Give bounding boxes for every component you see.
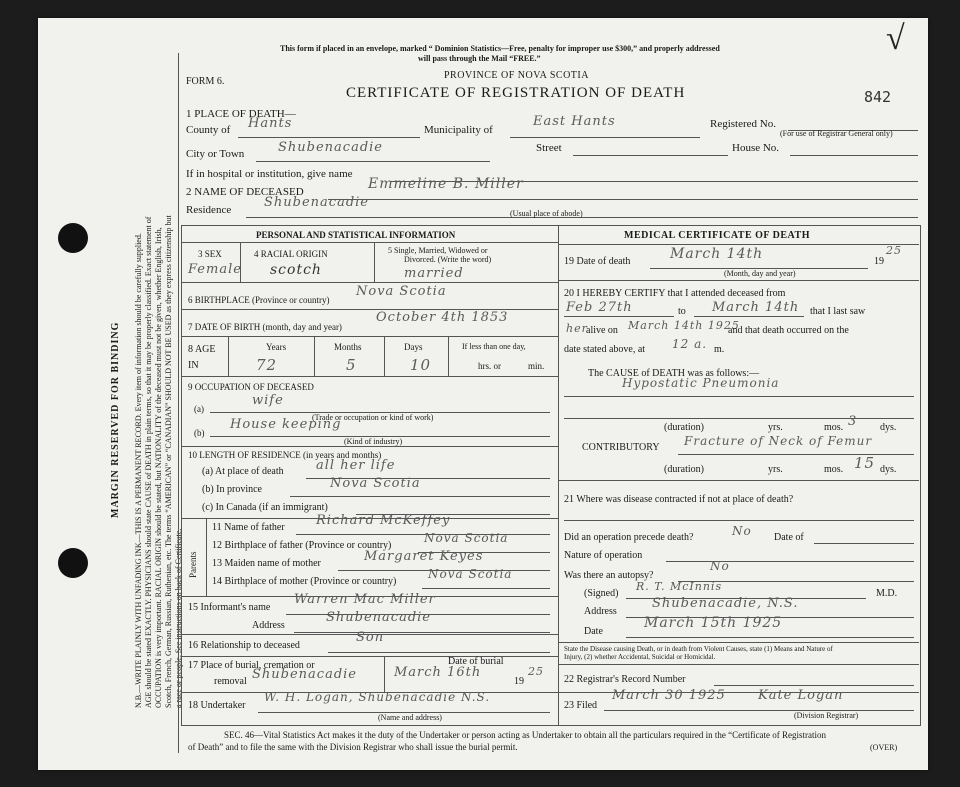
sex-value: Female: [188, 262, 242, 277]
filed-date-value: March 30 1925: [612, 688, 726, 703]
undertaker-value: W. H. Logan, Shubenacadie N.S.: [264, 690, 491, 704]
death-year-suffix: 25: [886, 244, 902, 257]
birthplace-label: 6 BIRTHPLACE (Province or country): [188, 295, 330, 305]
footer-over: (OVER): [870, 743, 898, 752]
father-name-value: Richard McKeffey: [316, 513, 451, 528]
doctor-date-label: Date: [584, 626, 603, 637]
margin-instruction-4: Scotch, French, German, Russian, Ruthenian, etc. The terms “AMERICAN” or “CANADIAN” SHOULD NOT BE USED as they express citizenship but: [164, 215, 173, 708]
days-value: 10: [410, 356, 432, 374]
city-value: Shubenacadie: [278, 140, 383, 155]
alive-on-value: March 14th 1925: [628, 319, 740, 332]
attended-to-value: March 14th: [712, 300, 800, 315]
months-label: Months: [334, 342, 362, 352]
form-number: FORM 6.: [186, 76, 225, 87]
registered-no-label: Registered No.: [710, 118, 776, 130]
notice-line-2: will pass through the Mail “FREE.”: [418, 54, 541, 63]
division-registrar-note: (Division Registrar): [794, 711, 859, 720]
residence-b-label: (b) In province: [202, 484, 262, 495]
time-m-label: m.: [714, 344, 725, 355]
margin-instruction-2: AGE should be stated EXACTLY. PHYSICIANS should state CAUSE of DEATH in plain terms, so that it may be properly classified. Exact statement of: [144, 216, 153, 708]
registrar-record-label: 22 Registrar's Record Number: [564, 674, 686, 685]
certificate-page: [38, 18, 928, 770]
burial-year-suffix: 25: [528, 665, 544, 678]
name-of-deceased-value: Emmeline B. Miller: [368, 176, 524, 192]
father-birthplace-value: Nova Scotia: [424, 531, 509, 545]
residence-a-label: (a) At place of death: [202, 466, 284, 477]
occupation-b-value: House keeping: [230, 417, 342, 432]
cause-mos-value: 3: [848, 414, 858, 429]
operation-date-label: Date of: [774, 532, 804, 543]
informant-address-label: Address: [252, 620, 285, 631]
occupation-a-marker: (a): [194, 404, 204, 414]
doctor-date-value: March 15th 1925: [644, 615, 783, 631]
doctor-address-label: Address: [584, 606, 617, 617]
margin-instruction-1: N.B.—WRITE PLAINLY WITH UNFADING INK—THIS IS A PERMANENT RECORD. Every item of information should be carefully supplied.: [134, 233, 143, 708]
municipality-value: East Hants: [533, 114, 616, 129]
min-label: min.: [528, 361, 545, 371]
certify-text: 20 I HEREBY CERTIFY that I attended deceased from: [564, 288, 786, 299]
violent-causes-note-2: Injury, (2) whether Accidental, Suicidal or Homicidal.: [564, 653, 716, 661]
undertaker-note: (Name and address): [378, 713, 442, 722]
burial-year-prefix: 19: [514, 676, 524, 687]
abode-note: (Usual place of abode): [510, 209, 583, 218]
contrib-mos-value: 15: [854, 454, 876, 472]
informant-value: Warren Mac Miller: [294, 592, 436, 607]
occupation-label: 9 OCCUPATION OF DECEASED: [188, 382, 314, 392]
filed-label: 23 Filed: [564, 700, 598, 711]
last-saw-text: that I last saw: [810, 306, 866, 317]
street-label: Street: [536, 142, 562, 154]
less-than-day-label: If less than one day,: [462, 342, 526, 351]
undertaker-label: 18 Undertaker: [188, 700, 246, 711]
city-label: City or Town: [186, 148, 245, 160]
cause-mos-label: mos.: [824, 422, 844, 433]
cause-label: The CAUSE of DEATH was as follows:—: [588, 368, 760, 379]
signed-label: (Signed): [584, 588, 619, 599]
autopsy-value: No: [710, 559, 730, 573]
footer-line-1: SEC. 46—Vital Statistics Act makes it the duty of the Undertaker or person acting as Undertaker to obtain all the particulars required in the “Certificate of Registration: [224, 730, 827, 740]
date-of-death-value: March 14th: [670, 246, 764, 262]
hospital-label: If in hospital or institution, give name: [186, 168, 353, 180]
residence-b-value: Nova Scotia: [330, 476, 421, 491]
margin-binding-label: MARGIN RESERVED FOR BINDING: [110, 321, 121, 518]
binding-hole-bottom: [58, 548, 88, 578]
length-of-residence-label: 10 LENGTH OF RESIDENCE (in years and months): [188, 450, 382, 460]
marital-label-1: 5 Single, Married, Widowed or: [388, 246, 488, 255]
doctor-address-value: Shubenacadie, N.S.: [652, 596, 799, 611]
dob-label: 7 DATE OF BIRTH (month, day and year): [188, 322, 342, 332]
signed-value: R. T. McInnis: [636, 580, 723, 593]
registrar-signature: Kate Logan: [758, 688, 844, 703]
racial-origin-value: scotch: [270, 262, 322, 278]
county-value: Hants: [248, 116, 293, 131]
parents-label: Parents: [188, 551, 198, 578]
contrib-dys-label: dys.: [880, 464, 897, 475]
municipality-label: Municipality of: [424, 124, 493, 136]
date-of-death-label: 19 Date of death: [564, 256, 631, 267]
name-of-deceased-label: 2 NAME OF DECEASED: [186, 186, 304, 198]
residence-label: Residence: [186, 204, 232, 216]
date-of-death-note: (Month, day and year): [724, 269, 796, 278]
margin-instruction-5: a race or people. See instructions on back of Certificate.: [174, 528, 183, 708]
operation-label: Did an operation precede death?: [564, 532, 694, 543]
her-value: her: [566, 322, 588, 335]
attended-from-value: Feb 27th: [566, 300, 633, 315]
place-of-death-heading: 1 PLACE OF DEATH—: [186, 108, 296, 120]
contrib-yrs-label: yrs.: [768, 464, 783, 475]
margin-rule: [178, 53, 179, 753]
contrib-duration-label: (duration): [664, 464, 704, 475]
province-label: PROVINCE OF NOVA SCOTIA: [444, 70, 589, 81]
stamp-number: 842: [864, 88, 892, 106]
occupation-b-marker: (b): [194, 428, 205, 438]
burial-place-value: Shubenacadie: [252, 667, 357, 682]
contributory-label: CONTRIBUTORY: [582, 442, 660, 453]
time-of-death-value: 12 a.: [672, 337, 708, 351]
residence-value: Shubenacadie: [264, 195, 369, 210]
months-value: 5: [346, 356, 357, 374]
certificate-title: CERTIFICATE OF REGISTRATION OF DEATH: [346, 85, 686, 101]
disease-contracted-label: 21 Where was disease contracted if not at place of death?: [564, 494, 794, 505]
occupation-b-note: (Kind of industry): [344, 437, 403, 446]
contributory-value: Fracture of Neck of Femur: [684, 434, 873, 448]
date-stated-text: date stated above, at: [564, 344, 646, 355]
residence-c-label: (c) In Canada (if an immigrant): [202, 502, 328, 513]
birthplace-value: Nova Scotia: [356, 284, 447, 299]
alive-on-label: alive on: [586, 325, 618, 336]
margin-instruction-3: OCCUPATION is very important. RACIAL ORIGIN should be stated, but NATIONALITY of the deceased must not be given, whether English, Irish,: [154, 227, 163, 708]
age-label: 8 AGE: [188, 344, 216, 355]
relationship-value: Son: [356, 630, 385, 645]
occurred-text: and that death occurred on the: [728, 325, 849, 336]
check-mark: √: [886, 20, 905, 57]
binding-hole-top: [58, 223, 88, 253]
age-in-label: IN: [188, 360, 199, 371]
notice-line-1: This form if placed in an envelope, marked “ Dominion Statistics—Free, penalty for improper use $300,” and properly addressed: [280, 44, 720, 53]
cause-dys-label: dys.: [880, 422, 897, 433]
occupation-a-note: (Trade or occupation or kind of work): [312, 413, 434, 422]
to-label: to: [678, 306, 686, 317]
burial-date-value: March 16th: [394, 665, 482, 680]
residence-a-value: all her life: [316, 458, 396, 473]
md-label: M.D.: [876, 588, 898, 599]
cause-value: Hypostatic Pneumonia: [622, 376, 780, 390]
cause-yrs-label: yrs.: [768, 422, 783, 433]
cause-duration-label: (duration): [664, 422, 704, 433]
informant-label: 15 Informant's name: [188, 602, 271, 613]
father-birthplace-label: 12 Birthplace of father (Province or country): [212, 540, 392, 551]
operation-value: No: [732, 524, 752, 538]
footer-line-2: of Death” and to file the same with the Division Registrar who shall issue the burial permit.: [188, 742, 518, 752]
mother-name-value: Margaret Keyes: [364, 549, 484, 564]
registrar-note: (For use of Registrar General only): [780, 129, 893, 138]
mother-birthplace-label: 14 Birthplace of mother (Province or country): [212, 576, 397, 587]
mother-name-label: 13 Maiden name of mother: [212, 558, 321, 569]
removal-label: removal: [214, 676, 247, 687]
sex-label: 3 SEX: [198, 249, 222, 259]
burial-date-label: Date of burial: [448, 656, 504, 667]
racial-origin-label: 4 RACIAL ORIGIN: [254, 249, 328, 259]
occupation-a-value: wife: [252, 393, 284, 408]
father-name-label: 11 Name of father: [212, 522, 285, 533]
burial-label: 17 Place of burial, cremation or: [188, 660, 315, 671]
autopsy-label: Was there an autopsy?: [564, 570, 654, 581]
death-year-prefix: 19: [874, 256, 884, 267]
house-no-label: House No.: [732, 142, 780, 154]
dob-value: October 4th 1853: [376, 310, 509, 325]
informant-address-value: Shubenacadie: [326, 610, 431, 625]
years-value: 72: [256, 356, 278, 374]
marital-label-2: Divorced. (Write the word): [404, 255, 492, 264]
column-divider: [558, 225, 559, 725]
contrib-mos-label: mos.: [824, 464, 844, 475]
personal-heading: PERSONAL AND STATISTICAL INFORMATION: [256, 230, 456, 240]
mother-birthplace-value: Nova Scotia: [428, 567, 513, 581]
county-label: County of: [186, 124, 231, 136]
relationship-label: 16 Relationship to deceased: [188, 640, 300, 651]
hrs-label: hrs. or: [478, 361, 501, 371]
nature-of-operation-label: Nature of operation: [564, 550, 643, 561]
marital-value: married: [404, 266, 464, 281]
violent-causes-note-1: State the Disease causing Death, or in death from Violent Causes, state (1) Means and Nature of: [564, 645, 833, 653]
years-label: Years: [266, 342, 287, 352]
days-label: Days: [404, 342, 423, 352]
medical-heading: MEDICAL CERTIFICATE OF DEATH: [624, 230, 810, 241]
